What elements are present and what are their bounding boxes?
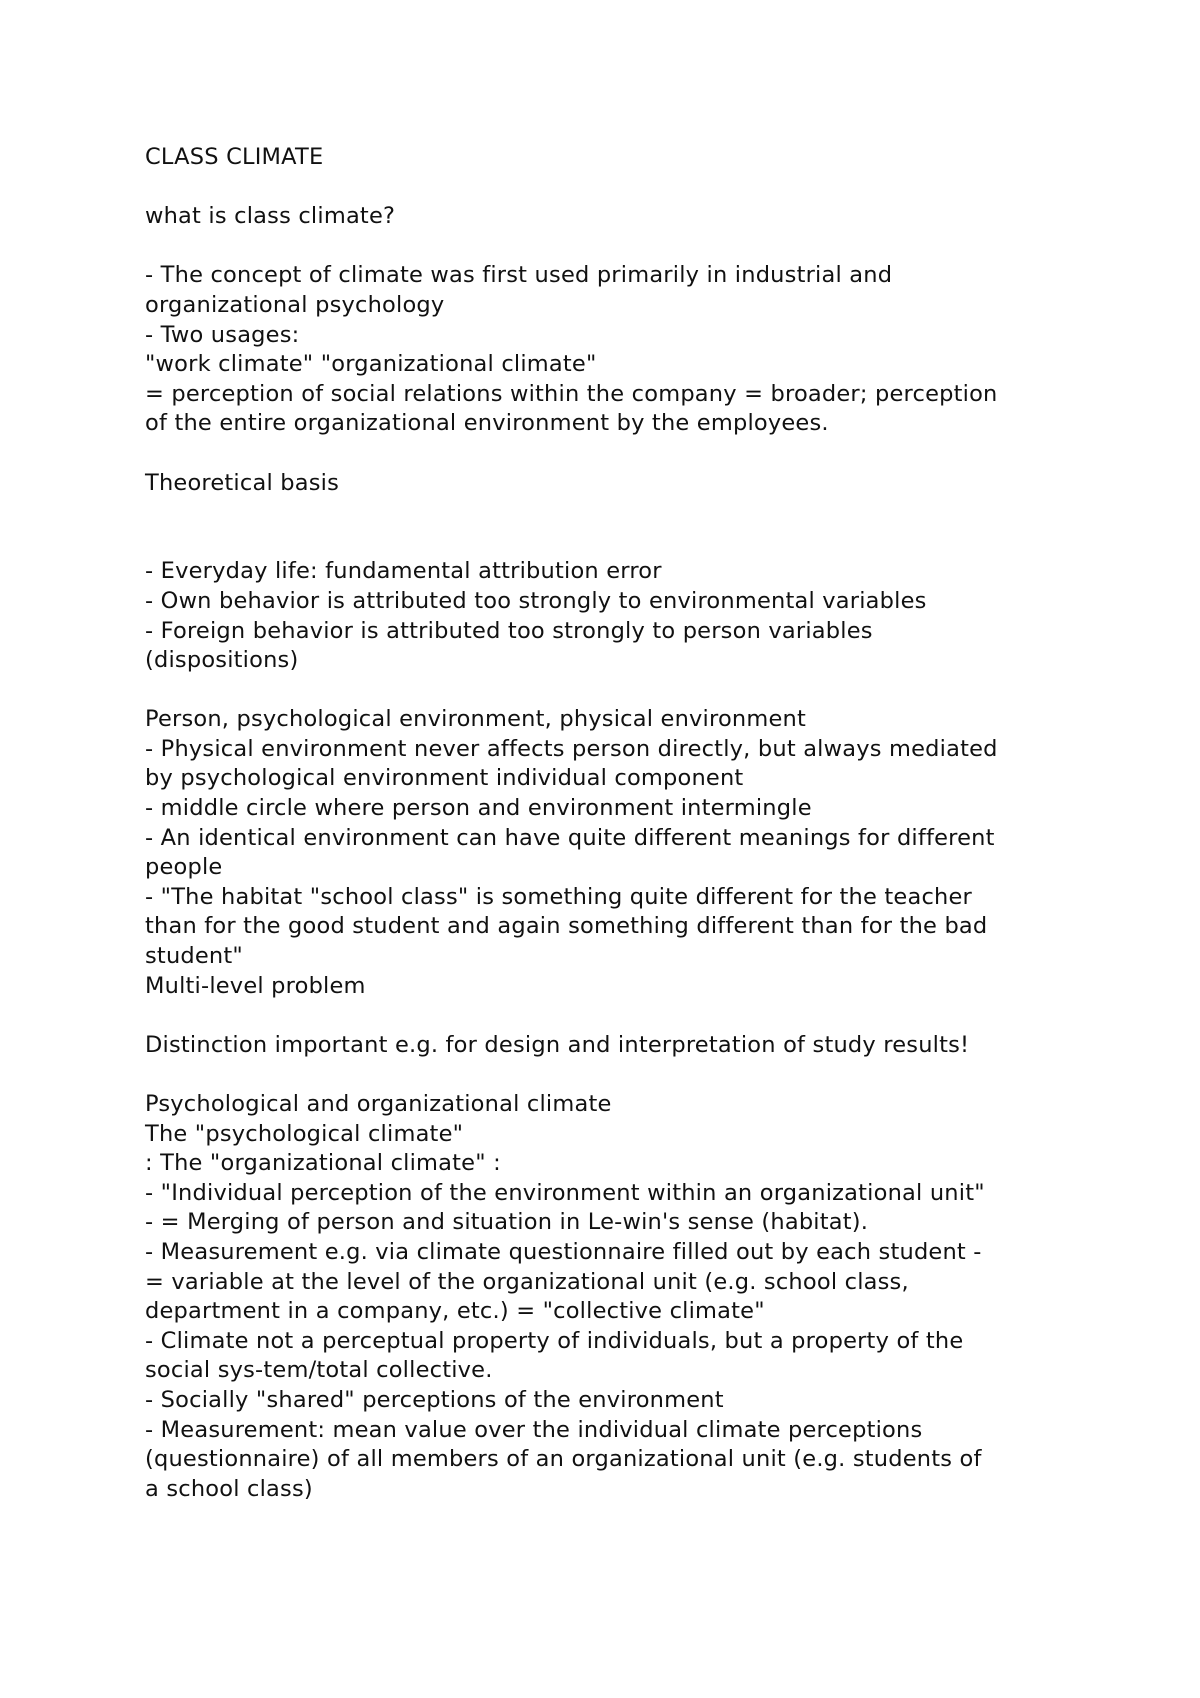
text-line: social sys-tem/total collective. [145, 1357, 493, 1384]
text-line: (questionnaire) of all members of an organizational unit (e.g. students of [145, 1446, 982, 1473]
text-line: (dispositions) [145, 647, 299, 674]
text-line: organizational psychology [145, 291, 445, 318]
text-line: - Two usages: [145, 321, 300, 348]
spacer [145, 498, 1075, 557]
spacer [145, 232, 1075, 262]
distinction-note: Distinction important e.g. for design and interpretation of study results! [145, 1031, 970, 1058]
text-line: - Own behavior is attributed too strongly to environmental variables [145, 587, 927, 614]
text-line: - The concept of climate was first used primarily in industrial and [145, 262, 893, 289]
text-line: people [145, 854, 223, 881]
section-attribution [145, 557, 1075, 675]
text-line: "work climate" "organizational climate" [145, 351, 597, 378]
text-line: of the entire organizational environment by the employees. [145, 410, 829, 437]
text-line: - Physical environment never affects person directly, but always mediated [145, 735, 998, 762]
document-page [145, 143, 1075, 1504]
section-intro [145, 261, 1075, 439]
spacer [145, 173, 1075, 203]
text-line: than for the good student and again something different than for the bad [145, 913, 988, 940]
document-title: CLASS CLIMATE [145, 144, 324, 170]
text-line: - = Merging of person and situation in Le-win's sense (habitat). [145, 1209, 869, 1236]
heading-theoretical-basis: Theoretical basis [145, 469, 340, 496]
text-line: a school class) [145, 1475, 313, 1502]
text-line: Person, psychological environment, physical environment [145, 706, 807, 733]
text-line: student" [145, 943, 243, 970]
section-organizational-climate [145, 1090, 1075, 1504]
text-line: - Measurement e.g. via climate questionnaire filled out by each student - [145, 1238, 982, 1265]
text-line: The "psychological climate" [145, 1120, 464, 1147]
text-line: by psychological environment individual component [145, 765, 744, 792]
text-line: - Socially "shared" perceptions of the environment [145, 1386, 724, 1413]
spacer [145, 676, 1075, 706]
text-line: Psychological and organizational climate [145, 1091, 612, 1117]
section-question: what is class climate? [145, 203, 396, 230]
text-line: - Everyday life: fundamental attribution error [145, 558, 662, 585]
text-line: Multi-level problem [145, 972, 366, 999]
text-line: - An identical environment can have quite different meanings for different [145, 824, 995, 851]
text-line: - Climate not a perceptual property of individuals, but a property of the [145, 1327, 964, 1354]
text-line: - middle circle where person and environment intermingle [145, 795, 812, 822]
text-line: - Foreign behavior is attributed too strongly to person variables [145, 617, 873, 644]
spacer [145, 439, 1075, 469]
spacer [145, 1060, 1075, 1090]
text-line: - "Individual perception of the environment within an organizational unit" [145, 1179, 985, 1206]
section-environment [145, 705, 1075, 1001]
text-line: : The "organizational climate" : [145, 1150, 501, 1177]
text-line: - Measurement: mean value over the individual climate perceptions [145, 1416, 923, 1443]
spacer [145, 1001, 1075, 1031]
text-line: department in a company, etc.) = "collective climate" [145, 1298, 765, 1325]
text-line: = perception of social relations within the company = broader; perception [145, 380, 998, 407]
text-line: = variable at the level of the organizational unit (e.g. school class, [145, 1268, 909, 1295]
text-line: - "The habitat "school class" is something quite different for the teacher [145, 883, 972, 910]
